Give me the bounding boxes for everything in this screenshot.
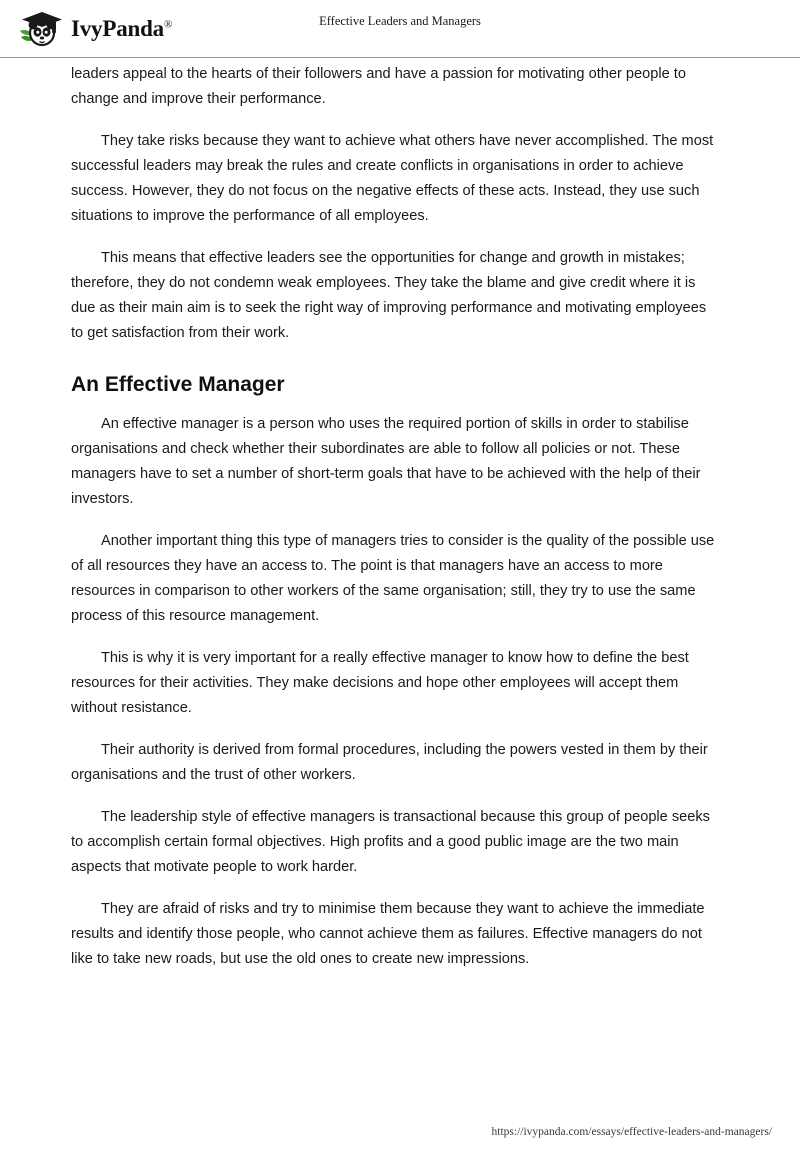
paragraph: An effective manager is a person who uses the required portion of skills in order to stabilise organisations and check whether their subordinates are able to follow all policies or not. These managers have to set a number of short-term goals that have to be achieved with the help of their investors. bbox=[71, 416, 701, 507]
document-title: Effective Leaders and Managers bbox=[319, 14, 481, 28]
paragraph: They are afraid of risks and try to minimise them because they want to achieve the immediate results and identify those people, who cannot achieve them as failures. Effective managers do not like to take new roads, but use the old ones to create new impressions. bbox=[71, 901, 705, 967]
source-url[interactable]: https://ivypanda.com/essays/effective-leaders-and-managers/ bbox=[491, 1126, 772, 1138]
paragraph: This means that effective leaders see the opportunities for change and growth in mistakes; therefore, they do not condemn weak employees. They take the blame and give credit where it is due as their main aim is to seek the right way of improving performance and motivating employees to get satisfaction from their work. bbox=[71, 250, 707, 341]
paragraph: leaders appeal to the hearts of their followers and have a passion for motivating other people to change and improve their performance. bbox=[71, 66, 686, 107]
paragraph: Their authority is derived from formal procedures, including the powers vested in them by their organisations and the trust of other workers. bbox=[71, 742, 708, 783]
paragraph: This is why it is very important for a really effective manager to know how to define the best resources for their activities. They make decisions and hope other employees will accept them without resistance. bbox=[71, 650, 689, 716]
paragraph: The leadership style of effective managers is transactional because this group of people seeks to accomplish certain formal objectives. High profits and a good public image are the two main aspects that motivate people to work harder. bbox=[71, 809, 710, 875]
paragraph: They take risks because they want to achieve what others have never accomplished. The most successful leaders may break the rules and create conflicts in organisations in order to achieve success. However, they do not focus on the negative effects of these acts. Instead, they use such situations to improve the performance of all employees. bbox=[71, 133, 714, 224]
page-header bbox=[0, 0, 800, 58]
document-body bbox=[71, 62, 721, 989]
section-heading-an-effective-manager: An Effective Manager bbox=[71, 373, 285, 396]
paragraph: Another important thing this type of managers tries to consider is the quality of the possible use of all resources they have an access to. The point is that managers have an access to more resources in comparison to other workers of the same organisation; still, they try to use the same process of this resource management. bbox=[71, 533, 715, 624]
registered-mark: ® bbox=[163, 18, 173, 31]
brand-name-text: IvyPanda bbox=[71, 16, 164, 41]
